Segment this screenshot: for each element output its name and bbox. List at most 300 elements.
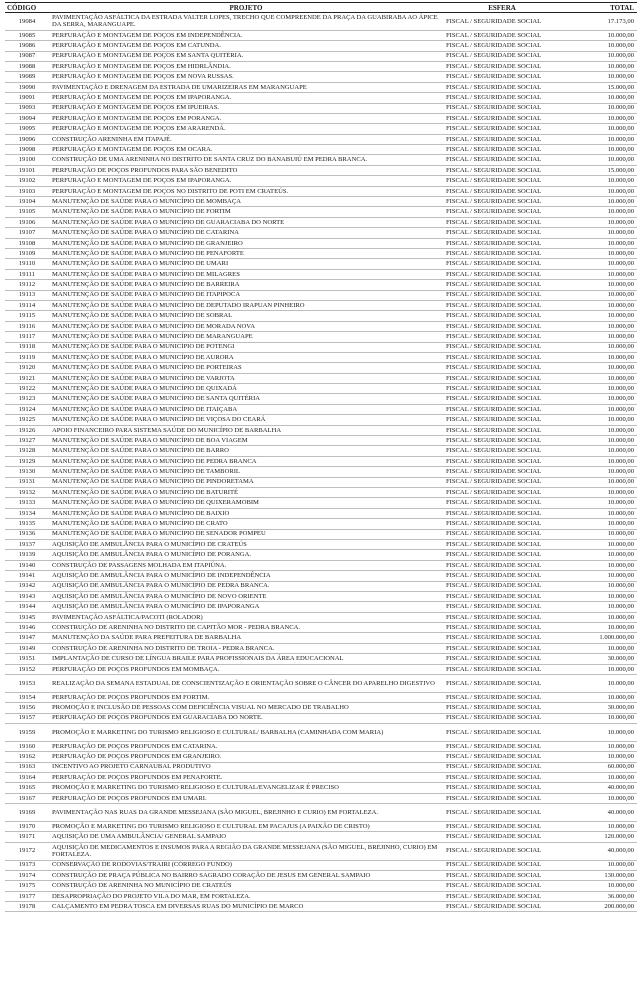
cell-total: 10.000,00 (561, 238, 637, 248)
cell-code: 19104 (5, 197, 49, 207)
cell-project: MANUTENÇÃO DE SAÚDE PARA O MUNICÍPIO DE GRANJEIRO (49, 238, 443, 248)
cell-code: 19153 (5, 675, 49, 693)
cell-sphere: FISCAL / SEGURIDADE SOCIAL (443, 633, 561, 643)
cell-sphere: FISCAL / SEGURIDADE SOCIAL (443, 902, 561, 912)
cell-code: 19084 (5, 13, 49, 31)
cell-code: 19126 (5, 425, 49, 435)
cell-sphere: FISCAL / SEGURIDADE SOCIAL (443, 529, 561, 539)
table-row (5, 467, 637, 477)
cell-code: 19175 (5, 881, 49, 891)
table-row (5, 643, 637, 653)
cell-total: 40.000,00 (561, 842, 637, 860)
cell-project: PROMOÇÃO E MARKETING DO TURISMO RELIGIOSO E CULTURAL/ BARBALHA (CAMINHADA COM MARIA) (49, 723, 443, 741)
cell-project: PERFURAÇÃO E MONTAGEM DE POÇOS EM SANTA QUITÉRIA. (49, 51, 443, 61)
cell-code: 19117 (5, 332, 49, 342)
cell-sphere: FISCAL / SEGURIDADE SOCIAL (443, 238, 561, 248)
cell-sphere: FISCAL / SEGURIDADE SOCIAL (443, 124, 561, 134)
cell-sphere: FISCAL / SEGURIDADE SOCIAL (443, 394, 561, 404)
cell-project: CONSTRUÇÃO ARENINHA EM ITAPAJÉ. (49, 134, 443, 144)
cell-total: 10.000,00 (561, 124, 637, 134)
cell-code: 19114 (5, 300, 49, 310)
cell-code: 19110 (5, 259, 49, 269)
cell-project: CONSTRUÇÃO DE PRAÇA PÚBLICA NO BAIRRO SAGRADO CORAÇÃO DE JESUS EM GENERAL SAMPAIO (49, 870, 443, 880)
table-row (5, 902, 637, 912)
cell-project: MANUTENÇÃO DA SAÚDE PARA PREFEITURA DE BARBALHA (49, 633, 443, 643)
header-sphere: ESFERA (443, 3, 561, 13)
table-row (5, 675, 637, 693)
cell-project: PAVIMENTAÇÃO NAS RUAS DA GRANDE MESSEJANA (SÃO MIGUEL, BREJINHO E CURIO) EM FORTALEZA. (49, 804, 443, 822)
cell-code: 19134 (5, 508, 49, 518)
cell-total: 10.000,00 (561, 477, 637, 487)
cell-project: MANUTENÇÃO DE SAÚDE PARA O MUNICÍPIO DE BOA VIAGEM (49, 436, 443, 446)
cell-project: CONSTRUÇÃO DE ARENINHA NO DISTRITO DE CAPITÃO MOR - PEDRA BRANCA. (49, 623, 443, 633)
table-row (5, 591, 637, 601)
cell-sphere: FISCAL / SEGURIDADE SOCIAL (443, 612, 561, 622)
cell-total: 10.000,00 (561, 228, 637, 238)
cell-project: PERFURAÇÃO DE POÇOS PROFUNDOS EM MOMBAÇA. (49, 664, 443, 674)
table-row (5, 311, 637, 321)
cell-project: MANUTENÇÃO DE SAÚDE PARA O MUNICÍPIO DE POTENGI (49, 342, 443, 352)
cell-project: PROMOÇÃO E INCLUSÃO DE PESSOAS COM DEFICIÊNCIA VISUAL NO MERCADO DE TRABALHO (49, 703, 443, 713)
table-row (5, 165, 637, 175)
cell-project: MANUTENÇÃO DE SAÚDE PARA O MUNICÍPIO DE BARREIRA (49, 280, 443, 290)
cell-code: 19170 (5, 821, 49, 831)
cell-code: 19121 (5, 373, 49, 383)
cell-sphere: FISCAL / SEGURIDADE SOCIAL (443, 352, 561, 362)
cell-sphere: FISCAL / SEGURIDADE SOCIAL (443, 217, 561, 227)
cell-code: 19085 (5, 30, 49, 40)
cell-sphere: FISCAL / SEGURIDADE SOCIAL (443, 332, 561, 342)
cell-project: CONSTRUÇÃO DE UMA ARENINHA NO DISTRITO DE SANTA CRUZ DO BANABUIÚ EM PEDRA BRANCA. (49, 155, 443, 165)
cell-total: 10.000,00 (561, 550, 637, 560)
cell-total: 10.000,00 (561, 72, 637, 82)
cell-sphere: FISCAL / SEGURIDADE SOCIAL (443, 821, 561, 831)
table-row (5, 529, 637, 539)
cell-project: CALÇAMENTO EM PEDRA TOSCA EM DIVERSAS RUAS DO MUNICÍPIO DE MARCO (49, 902, 443, 912)
cell-total: 10.000,00 (561, 675, 637, 693)
cell-code: 19152 (5, 664, 49, 674)
cell-total: 10.000,00 (561, 456, 637, 466)
cell-project: AQUISIÇÃO DE AMBULÂNCIA PARA O MUNICÍPIO DE PORANGA. (49, 550, 443, 560)
cell-code: 19109 (5, 249, 49, 259)
cell-sphere: FISCAL / SEGURIDADE SOCIAL (443, 93, 561, 103)
table-row (5, 269, 637, 279)
cell-code: 19108 (5, 238, 49, 248)
table-row (5, 860, 637, 870)
cell-total: 10.000,00 (561, 415, 637, 425)
cell-code: 19132 (5, 487, 49, 497)
cell-code: 19090 (5, 82, 49, 92)
cell-total: 17.173,00 (561, 13, 637, 31)
table-row (5, 832, 637, 842)
table-row (5, 446, 637, 456)
cell-project: PERFURAÇÃO E MONTAGEM DE POÇOS NO DISTRITO DE POTI EM CRATEÚS. (49, 186, 443, 196)
cell-sphere: FISCAL / SEGURIDADE SOCIAL (443, 467, 561, 477)
cell-total: 10.000,00 (561, 591, 637, 601)
cell-project: MANUTENÇÃO DE SAÚDE PARA O MUNICÍPIO DE SOBRAL (49, 311, 443, 321)
cell-project: CONSTRUÇÃO DE ARENINHA NO MUNICÍPIO DE CRATEÚS (49, 881, 443, 891)
cell-code: 19127 (5, 436, 49, 446)
table-body (5, 13, 637, 912)
cell-project: MANUTENÇÃO DE SAÚDE PARA O MUNICÍPIO DE AURORA (49, 352, 443, 362)
cell-sphere: FISCAL / SEGURIDADE SOCIAL (443, 654, 561, 664)
cell-code: 19091 (5, 93, 49, 103)
table-row (5, 772, 637, 782)
cell-project: AQUISIÇÃO DE AMBULÂNCIA PARA O MUNICÍPIO DE CRATEÚS (49, 539, 443, 549)
budget-table-page (5, 2, 637, 912)
table-row (5, 103, 637, 113)
cell-sphere: FISCAL / SEGURIDADE SOCIAL (443, 373, 561, 383)
table-row (5, 13, 637, 31)
cell-sphere: FISCAL / SEGURIDADE SOCIAL (443, 508, 561, 518)
cell-total: 130.000,00 (561, 870, 637, 880)
cell-project: AQUISIÇÃO DE UMA AMBULÂNCIA/ GENERAL SAMPAIO (49, 832, 443, 842)
table-row (5, 436, 637, 446)
cell-project: PERFURAÇÃO DE POÇOS PROFUNDOS EM GRANJEIRO. (49, 752, 443, 762)
cell-sphere: FISCAL / SEGURIDADE SOCIAL (443, 783, 561, 793)
table-row (5, 741, 637, 751)
table-row (5, 332, 637, 342)
cell-project: MANUTENÇÃO DE SAÚDE PARA O MUNICÍPIO DE QUIXADÁ (49, 384, 443, 394)
cell-total: 10.000,00 (561, 321, 637, 331)
cell-sphere: FISCAL / SEGURIDADE SOCIAL (443, 259, 561, 269)
table-row (5, 842, 637, 860)
cell-sphere: FISCAL / SEGURIDADE SOCIAL (443, 581, 561, 591)
cell-code: 19144 (5, 602, 49, 612)
cell-code: 19089 (5, 72, 49, 82)
cell-project: APOIO FINANCEIRO PARA SISTEMA SAÚDE DO MUNICÍPIO DE BARBALHA (49, 425, 443, 435)
cell-total: 60.000,00 (561, 762, 637, 772)
cell-sphere: FISCAL / SEGURIDADE SOCIAL (443, 602, 561, 612)
cell-code: 19102 (5, 176, 49, 186)
cell-sphere: FISCAL / SEGURIDADE SOCIAL (443, 591, 561, 601)
cell-sphere: FISCAL / SEGURIDADE SOCIAL (443, 713, 561, 723)
cell-total: 10.000,00 (561, 186, 637, 196)
table-row (5, 352, 637, 362)
cell-project: MANUTENÇÃO DE SAÚDE PARA O MUNICÍPIO DE CRATO (49, 519, 443, 529)
table-row (5, 321, 637, 331)
table-row (5, 113, 637, 123)
cell-total: 120.000,00 (561, 832, 637, 842)
cell-project: REALIZAÇÃO DA SEMANA ESTADUAL DE CONSCIENTIZAÇÃO E ORIENTAÇÃO SOBRE O CÂNCER DO APARELHO DIGESTIVO (49, 675, 443, 693)
cell-code: 19118 (5, 342, 49, 352)
cell-sphere: FISCAL / SEGURIDADE SOCIAL (443, 832, 561, 842)
cell-total: 10.000,00 (561, 311, 637, 321)
cell-total: 10.000,00 (561, 134, 637, 144)
cell-project: PERFURAÇÃO E MONTAGEM DE POÇOS EM OCARA. (49, 145, 443, 155)
cell-sphere: FISCAL / SEGURIDADE SOCIAL (443, 72, 561, 82)
cell-sphere: FISCAL / SEGURIDADE SOCIAL (443, 176, 561, 186)
cell-sphere: FISCAL / SEGURIDADE SOCIAL (443, 404, 561, 414)
cell-sphere: FISCAL / SEGURIDADE SOCIAL (443, 550, 561, 560)
cell-project: PERFURAÇÃO E MONTAGEM DE POÇOS EM NOVA RUSSAS. (49, 72, 443, 82)
cell-code: 19133 (5, 498, 49, 508)
cell-total: 10.000,00 (561, 723, 637, 741)
cell-total: 10.000,00 (561, 41, 637, 51)
cell-sphere: FISCAL / SEGURIDADE SOCIAL (443, 13, 561, 31)
cell-sphere: FISCAL / SEGURIDADE SOCIAL (443, 519, 561, 529)
cell-total: 15.000,00 (561, 82, 637, 92)
cell-code: 19120 (5, 363, 49, 373)
cell-total: 10.000,00 (561, 93, 637, 103)
table-row (5, 342, 637, 352)
cell-project: MANUTENÇÃO DE SAÚDE PARA O MUNICÍPIO DE ITAPIPOCA (49, 290, 443, 300)
cell-total: 10.000,00 (561, 571, 637, 581)
cell-code: 19147 (5, 633, 49, 643)
cell-code: 19149 (5, 643, 49, 653)
cell-total: 10.000,00 (561, 404, 637, 414)
cell-code: 19145 (5, 612, 49, 622)
cell-code: 19103 (5, 186, 49, 196)
cell-code: 19177 (5, 891, 49, 901)
cell-sphere: FISCAL / SEGURIDADE SOCIAL (443, 870, 561, 880)
cell-code: 19173 (5, 860, 49, 870)
table-row (5, 633, 637, 643)
table-row (5, 539, 637, 549)
cell-project: PERFURAÇÃO E MONTAGEM DE POÇOS EM IPAPORANGA. (49, 93, 443, 103)
cell-total: 10.000,00 (561, 487, 637, 497)
cell-project: MANUTENÇÃO DE SAÚDE PARA O MUNICÍPIO DE PEDRA BRANCA (49, 456, 443, 466)
cell-total: 10.000,00 (561, 772, 637, 782)
cell-total: 10.000,00 (561, 30, 637, 40)
cell-project: MANUTENÇÃO DE SAÚDE PARA O MUNICÍPIO DE ITAIÇABA (49, 404, 443, 414)
cell-sphere: FISCAL / SEGURIDADE SOCIAL (443, 134, 561, 144)
cell-total: 10.000,00 (561, 643, 637, 653)
cell-project: AQUISIÇÃO DE AMBULÂNCIA PARA O MUNICÍPIO DE PEDRA BRANCA. (49, 581, 443, 591)
cell-project: MANUTENÇÃO DE SAÚDE PARA O MUNICÍPIO DE VARJOTA (49, 373, 443, 383)
table-row (5, 571, 637, 581)
cell-total: 10.000,00 (561, 821, 637, 831)
table-row (5, 612, 637, 622)
cell-project: CONSTRUÇÃO DE ARENINHA NO DISTRITO DE TROIA - PEDRA BRANCA. (49, 643, 443, 653)
cell-total: 10.000,00 (561, 373, 637, 383)
cell-total: 10.000,00 (561, 207, 637, 217)
cell-project: MANUTENÇÃO DE SAÚDE PARA O MUNICÍPIO DE PORTEIRAS (49, 363, 443, 373)
cell-code: 19156 (5, 703, 49, 713)
cell-total: 10.000,00 (561, 394, 637, 404)
cell-total: 36.000,00 (561, 891, 637, 901)
cell-total: 10.000,00 (561, 508, 637, 518)
cell-total: 10.000,00 (561, 290, 637, 300)
table-row (5, 752, 637, 762)
cell-total: 10.000,00 (561, 61, 637, 71)
cell-code: 19140 (5, 560, 49, 570)
header-project: PROJETO (49, 3, 443, 13)
table-row (5, 508, 637, 518)
cell-sphere: FISCAL / SEGURIDADE SOCIAL (443, 228, 561, 238)
cell-project: PERFURAÇÃO E MONTAGEM DE POÇOS EM HIDRLÂNDIA. (49, 61, 443, 71)
cell-sphere: FISCAL / SEGURIDADE SOCIAL (443, 384, 561, 394)
cell-sphere: FISCAL / SEGURIDADE SOCIAL (443, 363, 561, 373)
cell-total: 10.000,00 (561, 145, 637, 155)
table-row (5, 550, 637, 560)
cell-total: 40.000,00 (561, 783, 637, 793)
cell-code: 19159 (5, 723, 49, 741)
cell-sphere: FISCAL / SEGURIDADE SOCIAL (443, 155, 561, 165)
cell-project: MANUTENÇÃO DE SAÚDE PARA O MUNICÍPIO DE CATARINA (49, 228, 443, 238)
table-row (5, 821, 637, 831)
cell-code: 19141 (5, 571, 49, 581)
cell-code: 19165 (5, 783, 49, 793)
cell-sphere: FISCAL / SEGURIDADE SOCIAL (443, 571, 561, 581)
table-row (5, 581, 637, 591)
cell-project: CONSERVAÇÃO DE RODOVIAS/TRAIRI (CÓRREGO FUNDO) (49, 860, 443, 870)
table-row (5, 713, 637, 723)
cell-code: 19142 (5, 581, 49, 591)
table-row (5, 664, 637, 674)
cell-total: 10.000,00 (561, 612, 637, 622)
cell-code: 19143 (5, 591, 49, 601)
cell-total: 10.000,00 (561, 623, 637, 633)
cell-total: 200.000,00 (561, 902, 637, 912)
cell-total: 10.000,00 (561, 793, 637, 803)
cell-total: 10.000,00 (561, 539, 637, 549)
cell-total: 10.000,00 (561, 217, 637, 227)
cell-sphere: FISCAL / SEGURIDADE SOCIAL (443, 61, 561, 71)
table-row (5, 703, 637, 713)
table-row (5, 560, 637, 570)
table-row (5, 623, 637, 633)
cell-project: PAVIMENTAÇÃO E DRENAGEM DA ESTRADA DE UMARIZEIRAS EM MARANGUAPE (49, 82, 443, 92)
table-row (5, 881, 637, 891)
cell-sphere: FISCAL / SEGURIDADE SOCIAL (443, 207, 561, 217)
cell-sphere: FISCAL / SEGURIDADE SOCIAL (443, 891, 561, 901)
cell-code: 19131 (5, 477, 49, 487)
cell-total: 10.000,00 (561, 446, 637, 456)
cell-code: 19164 (5, 772, 49, 782)
cell-code: 19169 (5, 804, 49, 822)
cell-sphere: FISCAL / SEGURIDADE SOCIAL (443, 881, 561, 891)
cell-project: MANUTENÇÃO DE SAÚDE PARA O MUNICÍPIO DE QUIXERAMOBIM (49, 498, 443, 508)
cell-code: 19107 (5, 228, 49, 238)
table-row (5, 692, 637, 702)
cell-project: MANUTENÇÃO DE SAÚDE PARA O MUNICÍPIO DE SENADOR POMPEU (49, 529, 443, 539)
cell-total: 10.000,00 (561, 197, 637, 207)
cell-code: 19136 (5, 529, 49, 539)
table-row (5, 723, 637, 741)
cell-sphere: FISCAL / SEGURIDADE SOCIAL (443, 692, 561, 702)
cell-sphere: FISCAL / SEGURIDADE SOCIAL (443, 165, 561, 175)
cell-total: 10.000,00 (561, 249, 637, 259)
cell-sphere: FISCAL / SEGURIDADE SOCIAL (443, 321, 561, 331)
cell-sphere: FISCAL / SEGURIDADE SOCIAL (443, 703, 561, 713)
cell-sphere: FISCAL / SEGURIDADE SOCIAL (443, 487, 561, 497)
cell-code: 19111 (5, 269, 49, 279)
cell-project: PERFURAÇÃO E MONTAGEM DE POÇOS EM IPAPORANGA. (49, 176, 443, 186)
cell-sphere: FISCAL / SEGURIDADE SOCIAL (443, 664, 561, 674)
cell-code: 19160 (5, 741, 49, 751)
cell-project: AQUISIÇÃO DE MEDICAMENTOS E INSUMOS PARA A REGIÃO DA GRANDE MESSEJANA (SÃO MIGUEL, BREJINHO, CURIO) EM FORTALEZA. (49, 842, 443, 860)
cell-code: 19098 (5, 145, 49, 155)
cell-total: 10.000,00 (561, 467, 637, 477)
cell-code: 19135 (5, 519, 49, 529)
table-row (5, 30, 637, 40)
table-row (5, 654, 637, 664)
cell-code: 19088 (5, 61, 49, 71)
cell-project: PERFURAÇÃO DE POÇOS PROFUNDOS EM UMARI. (49, 793, 443, 803)
cell-total: 10.000,00 (561, 425, 637, 435)
cell-sphere: FISCAL / SEGURIDADE SOCIAL (443, 311, 561, 321)
cell-project: MANUTENÇÃO DE SAÚDE PARA O MUNICÍPIO DE MARANGUAPE (49, 332, 443, 342)
table-row (5, 487, 637, 497)
table-row (5, 145, 637, 155)
cell-sphere: FISCAL / SEGURIDADE SOCIAL (443, 249, 561, 259)
cell-project: MANUTENÇÃO DE SAÚDE PARA O MUNICÍPIO DE TAMBORIL (49, 467, 443, 477)
cell-total: 10.000,00 (561, 332, 637, 342)
cell-total: 10.000,00 (561, 752, 637, 762)
table-row (5, 186, 637, 196)
table-row (5, 498, 637, 508)
table-row (5, 394, 637, 404)
cell-project: PERFURAÇÃO DE POÇOS PROFUNDOS EM FORTIM. (49, 692, 443, 702)
cell-total: 1.000.000,00 (561, 633, 637, 643)
table-row (5, 72, 637, 82)
cell-total: 10.000,00 (561, 113, 637, 123)
cell-project: PERFURAÇÃO DE POÇOS PROFUNDOS EM GUARACIABA DO NORTE. (49, 713, 443, 723)
cell-sphere: FISCAL / SEGURIDADE SOCIAL (443, 539, 561, 549)
cell-project: DESAPROPRIAÇÃO DO PROJETO VILA DO MAR, EM FORTALEZA. (49, 891, 443, 901)
cell-sphere: FISCAL / SEGURIDADE SOCIAL (443, 415, 561, 425)
cell-project: PERFURAÇÃO DE POÇOS PROFUNDOS EM CATARINA. (49, 741, 443, 751)
cell-total: 10.000,00 (561, 363, 637, 373)
table-row (5, 249, 637, 259)
table-row (5, 134, 637, 144)
table-row (5, 217, 637, 227)
cell-project: PERFURAÇÃO DE POÇOS PROFUNDOS EM PENAFORTE. (49, 772, 443, 782)
cell-code: 19125 (5, 415, 49, 425)
table-row (5, 804, 637, 822)
cell-code: 19154 (5, 692, 49, 702)
cell-project: AQUISIÇÃO DE AMBULÂNCIA PARA O MUNICÍPIO DE INDEPENDÊNCIA (49, 571, 443, 581)
cell-total: 10.000,00 (561, 519, 637, 529)
cell-sphere: FISCAL / SEGURIDADE SOCIAL (443, 623, 561, 633)
cell-sphere: FISCAL / SEGURIDADE SOCIAL (443, 113, 561, 123)
cell-total: 10.000,00 (561, 103, 637, 113)
cell-sphere: FISCAL / SEGURIDADE SOCIAL (443, 842, 561, 860)
cell-total: 10.000,00 (561, 176, 637, 186)
table-row (5, 176, 637, 186)
table-row (5, 51, 637, 61)
table-row (5, 373, 637, 383)
cell-total: 10.000,00 (561, 384, 637, 394)
cell-code: 19113 (5, 290, 49, 300)
cell-project: MANUTENÇÃO DE SAÚDE PARA O MUNICÍPIO DE PINDORETAMA (49, 477, 443, 487)
table-row (5, 197, 637, 207)
table-row (5, 783, 637, 793)
cell-total: 10.000,00 (561, 602, 637, 612)
table-row (5, 602, 637, 612)
header-row (5, 3, 637, 13)
cell-project: PERFURAÇÃO E MONTAGEM DE POÇOS EM IPUEIRAS. (49, 103, 443, 113)
cell-sphere: FISCAL / SEGURIDADE SOCIAL (443, 186, 561, 196)
cell-sphere: FISCAL / SEGURIDADE SOCIAL (443, 436, 561, 446)
cell-code: 19093 (5, 103, 49, 113)
cell-total: 10.000,00 (561, 342, 637, 352)
cell-project: MANUTENÇÃO DE SAÚDE PARA O MUNICÍPIO DE SANTA QUITÉRIA (49, 394, 443, 404)
cell-sphere: FISCAL / SEGURIDADE SOCIAL (443, 741, 561, 751)
cell-code: 19100 (5, 155, 49, 165)
cell-code: 19122 (5, 384, 49, 394)
cell-code: 19174 (5, 870, 49, 880)
table-row (5, 456, 637, 466)
cell-project: MANUTENÇÃO DE SAÚDE PARA O MUNICÍPIO DE PENAFORTE (49, 249, 443, 259)
cell-sphere: FISCAL / SEGURIDADE SOCIAL (443, 197, 561, 207)
cell-sphere: FISCAL / SEGURIDADE SOCIAL (443, 723, 561, 741)
cell-sphere: FISCAL / SEGURIDADE SOCIAL (443, 82, 561, 92)
cell-total: 10.000,00 (561, 860, 637, 870)
cell-total: 15.000,00 (561, 165, 637, 175)
table-row (5, 891, 637, 901)
